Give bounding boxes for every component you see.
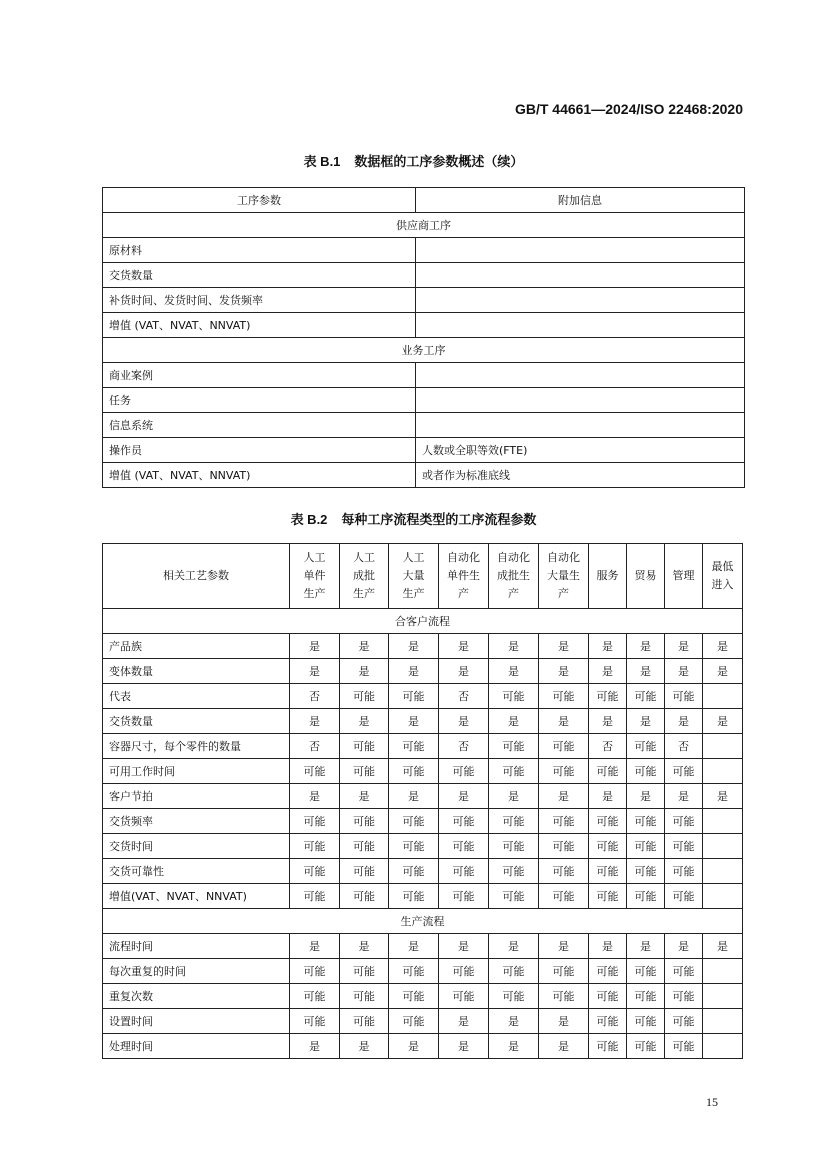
- table2-value-cell: 可能: [539, 984, 589, 1009]
- table2-value-cell: 可能: [489, 959, 539, 984]
- table1-param-cell: 交货数量: [103, 263, 416, 288]
- table2-value-cell: 是: [539, 659, 589, 684]
- table2-value-cell: 是: [290, 634, 340, 659]
- table1-header-cell: 附加信息: [416, 188, 745, 213]
- table2-value-cell: 可能: [589, 834, 627, 859]
- table2-value-cell: 可能: [589, 1034, 627, 1059]
- table1-section-title: 业务工序: [103, 338, 745, 363]
- table2-value-cell: 是: [539, 784, 589, 809]
- table1-param-cell: 商业案例: [103, 363, 416, 388]
- table2-value-cell: 是: [489, 784, 539, 809]
- table2-param-cell: 交货数量: [103, 709, 290, 734]
- table1-row: [103, 288, 745, 313]
- table2-value-cell: 是: [539, 1034, 589, 1059]
- table2-caption-number: 表 B.2: [290, 512, 328, 527]
- table2-value-cell: 可能: [589, 684, 627, 709]
- table2-param-cell: 交货时间: [103, 834, 290, 859]
- table2-value-cell: 是: [290, 934, 340, 959]
- table2-header-cell: 自动化成批生产: [489, 544, 539, 609]
- table2-param-cell: 设置时间: [103, 1009, 290, 1034]
- table2-value-cell: 是: [439, 934, 489, 959]
- table2-value-cell: 可能: [290, 809, 340, 834]
- table2-value-cell: 是: [665, 934, 703, 959]
- table2-value-cell: 可能: [489, 884, 539, 909]
- table1-info-cell: [416, 288, 745, 313]
- table1-section-title: 供应商工序: [103, 213, 745, 238]
- table2-param-cell: 代表: [103, 684, 290, 709]
- table2-value-cell: 是: [389, 634, 439, 659]
- table2-value-cell: 可能: [627, 984, 665, 1009]
- table2-param-cell: 增值(VAT、NVAT、NNVAT): [103, 884, 290, 909]
- table2-value-cell: 是: [439, 784, 489, 809]
- table2-value-cell: 是: [439, 659, 489, 684]
- table2-value-cell: 是: [665, 659, 703, 684]
- table2-header-cell: 人工成批生产: [340, 544, 389, 609]
- table2-value-cell: 可能: [589, 759, 627, 784]
- table2-value-cell: 可能: [589, 859, 627, 884]
- table1-param-cell: 任务: [103, 388, 416, 413]
- table2-section-title: 生产流程: [103, 909, 743, 934]
- table2-section-title: 合客户流程: [103, 609, 743, 634]
- table2-row: [103, 984, 743, 1009]
- process-parameters-table: [102, 187, 745, 488]
- table2-value-cell: 是: [627, 709, 665, 734]
- table2-value-cell: 可能: [439, 859, 489, 884]
- table1-param-cell: 补货时间、发货时间、发货频率: [103, 288, 416, 313]
- table2-value-cell: 是: [539, 634, 589, 659]
- table2-value-cell: 可能: [389, 809, 439, 834]
- table2-value-cell: 可能: [389, 734, 439, 759]
- table2-value-cell: 可能: [340, 684, 389, 709]
- table2-row: [103, 809, 743, 834]
- table2-row: [103, 834, 743, 859]
- table2-header-cell: 管理: [665, 544, 703, 609]
- table2-value-cell: 可能: [340, 809, 389, 834]
- table2-value-cell: 是: [627, 634, 665, 659]
- table2-value-cell: 是: [489, 659, 539, 684]
- table2-value-cell: 可能: [589, 984, 627, 1009]
- table1-row: [103, 413, 745, 438]
- table2-value-cell: 是: [439, 634, 489, 659]
- table1-section-row: [103, 213, 745, 238]
- table2-param-cell: 处理时间: [103, 1034, 290, 1059]
- table2-param-cell: 每次重复的时间: [103, 959, 290, 984]
- table2-value-cell: 是: [340, 1034, 389, 1059]
- table2-value-cell: 可能: [627, 1034, 665, 1059]
- table2-section-row: [103, 909, 743, 934]
- table1-row: [103, 363, 745, 388]
- table2-value-cell: 可能: [627, 809, 665, 834]
- table2-value-cell: 可能: [665, 759, 703, 784]
- table1-param-cell: 信息系统: [103, 413, 416, 438]
- table2-row: [103, 734, 743, 759]
- table2-value-cell: 是: [703, 634, 743, 659]
- table2-value-cell: 是: [703, 784, 743, 809]
- table2-value-cell: 是: [290, 1034, 340, 1059]
- standard-code: GB/T 44661—2024/ISO 22468:2020: [514, 101, 743, 117]
- table2-value-cell: 否: [589, 734, 627, 759]
- table2-value-cell: 可能: [539, 734, 589, 759]
- table2-value-cell: 是: [539, 709, 589, 734]
- table2-value-cell: 是: [389, 934, 439, 959]
- table2-value-cell: 可能: [489, 834, 539, 859]
- table2-value-cell: 可能: [627, 759, 665, 784]
- table2-value-cell: 可能: [589, 884, 627, 909]
- table2-header-cell: 贸易: [627, 544, 665, 609]
- table2-value-cell: 可能: [589, 809, 627, 834]
- table2-value-cell: 可能: [589, 1009, 627, 1034]
- table2-value-cell: [703, 884, 743, 909]
- table2-value-cell: 可能: [539, 959, 589, 984]
- table2-value-cell: 可能: [489, 984, 539, 1009]
- table2-value-cell: 是: [627, 934, 665, 959]
- table2-value-cell: [703, 959, 743, 984]
- table1-info-cell: [416, 238, 745, 263]
- table2-value-cell: 可能: [627, 884, 665, 909]
- table2-header-cell: 自动化单件生产: [439, 544, 489, 609]
- table2-row: [103, 859, 743, 884]
- table2-value-cell: 可能: [665, 809, 703, 834]
- table2-value-cell: 可能: [439, 809, 489, 834]
- table2-value-cell: 可能: [627, 1009, 665, 1034]
- table2-value-cell: 否: [439, 684, 489, 709]
- table2-value-cell: 可能: [389, 834, 439, 859]
- table2-value-cell: 可能: [627, 859, 665, 884]
- table2-value-cell: 可能: [439, 959, 489, 984]
- table2-value-cell: 可能: [665, 959, 703, 984]
- table2-value-cell: 是: [589, 634, 627, 659]
- table2-value-cell: 可能: [489, 809, 539, 834]
- table1-param-cell: 增值 (VAT、NVAT、NNVAT): [103, 463, 416, 488]
- table2-value-cell: 是: [539, 1009, 589, 1034]
- table2-value-cell: 可能: [665, 1034, 703, 1059]
- table2-value-cell: 是: [439, 1034, 489, 1059]
- table2-value-cell: 是: [290, 709, 340, 734]
- table2-value-cell: 是: [589, 784, 627, 809]
- table2-row: [103, 684, 743, 709]
- table2-value-cell: 可能: [290, 834, 340, 859]
- table2-param-cell: 交货可靠性: [103, 859, 290, 884]
- table1-info-cell: [416, 263, 745, 288]
- table2-value-cell: 可能: [627, 684, 665, 709]
- table2-value-cell: 是: [340, 709, 389, 734]
- table2-value-cell: 可能: [389, 984, 439, 1009]
- table2-value-cell: 可能: [340, 984, 389, 1009]
- table2-value-cell: 可能: [340, 859, 389, 884]
- table2-value-cell: 可能: [389, 859, 439, 884]
- table2-value-cell: 是: [389, 709, 439, 734]
- table1-param-cell: 增值 (VAT、NVAT、NNVAT): [103, 313, 416, 338]
- table2-value-cell: 可能: [665, 834, 703, 859]
- table2-value-cell: [703, 984, 743, 1009]
- table2-row: [103, 634, 743, 659]
- table2-value-cell: 是: [589, 934, 627, 959]
- table2-value-cell: 可能: [439, 759, 489, 784]
- page-number: 15: [706, 1095, 718, 1109]
- table2-value-cell: 可能: [489, 859, 539, 884]
- table2-row: [103, 659, 743, 684]
- table2-value-cell: 可能: [340, 884, 389, 909]
- table2-value-cell: 是: [389, 1034, 439, 1059]
- table1-row: [103, 388, 745, 413]
- table2-value-cell: 是: [439, 1009, 489, 1034]
- table2-value-cell: 可能: [389, 1009, 439, 1034]
- table2-row: [103, 934, 743, 959]
- table2-header-cell: 最低进入: [703, 544, 743, 609]
- table2-param-cell: 产品族: [103, 634, 290, 659]
- table2-value-cell: 否: [439, 734, 489, 759]
- table2-row: [103, 1034, 743, 1059]
- table2-header-cell: 人工单件生产: [290, 544, 340, 609]
- table2-value-cell: 可能: [290, 1009, 340, 1034]
- table2-param-cell: 重复次数: [103, 984, 290, 1009]
- table2-value-cell: 可能: [665, 984, 703, 1009]
- table2-value-cell: 可能: [489, 684, 539, 709]
- table2-section-row: [103, 609, 743, 634]
- table2-value-cell: 可能: [290, 759, 340, 784]
- table2-value-cell: 可能: [439, 884, 489, 909]
- table2-value-cell: 可能: [539, 859, 589, 884]
- table2-value-cell: 是: [665, 634, 703, 659]
- table2-value-cell: [703, 859, 743, 884]
- table2-value-cell: 可能: [539, 884, 589, 909]
- table2-value-cell: 可能: [665, 1009, 703, 1034]
- table1-row: [103, 438, 745, 463]
- table2-value-cell: 是: [539, 934, 589, 959]
- table2-value-cell: 可能: [665, 859, 703, 884]
- table2-value-cell: 是: [489, 1009, 539, 1034]
- table2-header-cell: 人工大量生产: [389, 544, 439, 609]
- table2-header-cell: 服务: [589, 544, 627, 609]
- table2-row: [103, 759, 743, 784]
- table2-value-cell: 可能: [665, 884, 703, 909]
- table2-value-cell: 可能: [627, 834, 665, 859]
- table2-value-cell: 是: [389, 784, 439, 809]
- table1-header-row: [103, 188, 745, 213]
- table2-value-cell: 是: [665, 784, 703, 809]
- table2-value-cell: 可能: [290, 859, 340, 884]
- table2-value-cell: 可能: [627, 734, 665, 759]
- table2-value-cell: 可能: [290, 984, 340, 1009]
- table2-header-cell: 自动化大量生产: [539, 544, 589, 609]
- table2-value-cell: 可能: [539, 834, 589, 859]
- table2-value-cell: 可能: [539, 809, 589, 834]
- table2-value-cell: 可能: [439, 834, 489, 859]
- table2-value-cell: 可能: [439, 984, 489, 1009]
- table2-row: [103, 884, 743, 909]
- table2-value-cell: 是: [489, 709, 539, 734]
- table2-param-cell: 客户节拍: [103, 784, 290, 809]
- table1-info-cell: 人数或全职等效(FTE): [416, 438, 745, 463]
- table2-value-cell: [703, 684, 743, 709]
- table1-caption-number: 表 B.1: [303, 154, 341, 169]
- table1-caption: [0, 151, 827, 170]
- table2-value-cell: 否: [290, 734, 340, 759]
- table2-caption: [0, 509, 827, 528]
- table2-value-cell: 是: [627, 659, 665, 684]
- table2-value-cell: 是: [703, 934, 743, 959]
- table2-value-cell: 可能: [389, 759, 439, 784]
- table2-value-cell: 是: [665, 709, 703, 734]
- table2-value-cell: 可能: [340, 959, 389, 984]
- table2-value-cell: 是: [340, 784, 389, 809]
- table1-info-cell: [416, 313, 745, 338]
- table2-value-cell: 可能: [627, 959, 665, 984]
- table2-value-cell: 是: [340, 659, 389, 684]
- table2-value-cell: 可能: [290, 959, 340, 984]
- table1-row: [103, 263, 745, 288]
- table2-value-cell: 可能: [389, 959, 439, 984]
- table2-value-cell: 可能: [389, 684, 439, 709]
- table2-param-cell: 变体数量: [103, 659, 290, 684]
- table2-value-cell: 可能: [489, 734, 539, 759]
- table1-section-row: [103, 338, 745, 363]
- table2-value-cell: [703, 834, 743, 859]
- table2-value-cell: 是: [703, 659, 743, 684]
- table1-row: [103, 313, 745, 338]
- table1-info-cell: [416, 363, 745, 388]
- table2-header-row: [103, 544, 743, 609]
- table2-value-cell: [703, 809, 743, 834]
- table2-value-cell: 是: [589, 709, 627, 734]
- table2-row: [103, 1009, 743, 1034]
- table1-info-cell: [416, 413, 745, 438]
- table2-value-cell: 否: [665, 734, 703, 759]
- table2-value-cell: [703, 1034, 743, 1059]
- table2-value-cell: 可能: [340, 834, 389, 859]
- table2-param-cell: 交货频率: [103, 809, 290, 834]
- table2-value-cell: 是: [627, 784, 665, 809]
- table2-value-cell: [703, 1009, 743, 1034]
- table2-value-cell: 是: [439, 709, 489, 734]
- table2-value-cell: 是: [290, 784, 340, 809]
- table1-caption-text: 数据框的工序参数概述（续）: [354, 155, 524, 170]
- table1-param-cell: 操作员: [103, 438, 416, 463]
- table2-value-cell: 可能: [539, 684, 589, 709]
- table2-value-cell: 可能: [489, 759, 539, 784]
- table2-value-cell: 是: [489, 934, 539, 959]
- table2-row: [103, 959, 743, 984]
- table2-value-cell: [703, 759, 743, 784]
- table2-param-cell: 流程时间: [103, 934, 290, 959]
- table2-value-cell: 是: [589, 659, 627, 684]
- table2-value-cell: 可能: [389, 884, 439, 909]
- table2-value-cell: 可能: [340, 759, 389, 784]
- table2-row: [103, 709, 743, 734]
- table2-value-cell: 是: [703, 709, 743, 734]
- table2-value-cell: 是: [340, 934, 389, 959]
- table2-caption-text: 每种工序流程类型的工序流程参数: [341, 513, 537, 528]
- table2-header-cell: 相关工艺参数: [103, 544, 290, 609]
- process-flow-parameters-table: [102, 543, 743, 1059]
- table1-row: [103, 238, 745, 263]
- table2-value-cell: 可能: [340, 734, 389, 759]
- table2-param-cell: 容器尺寸，每个零件的数量: [103, 734, 290, 759]
- table2-value-cell: 可能: [665, 684, 703, 709]
- table2-value-cell: 是: [489, 634, 539, 659]
- table2-param-cell: 可用工作时间: [103, 759, 290, 784]
- table2-value-cell: 是: [389, 659, 439, 684]
- table2-value-cell: 是: [340, 634, 389, 659]
- table2-value-cell: 是: [489, 1034, 539, 1059]
- table2-value-cell: 可能: [290, 884, 340, 909]
- table2-row: [103, 784, 743, 809]
- table2-value-cell: 可能: [589, 959, 627, 984]
- table1-info-cell: 或者作为标准底线: [416, 463, 745, 488]
- table1-row: [103, 463, 745, 488]
- table1-param-cell: 原材料: [103, 238, 416, 263]
- table2-value-cell: [703, 734, 743, 759]
- table2-value-cell: 否: [290, 684, 340, 709]
- table1-header-cell: 工序参数: [103, 188, 416, 213]
- table2-value-cell: 可能: [539, 759, 589, 784]
- table2-value-cell: 可能: [340, 1009, 389, 1034]
- table2-value-cell: 是: [290, 659, 340, 684]
- table1-info-cell: [416, 388, 745, 413]
